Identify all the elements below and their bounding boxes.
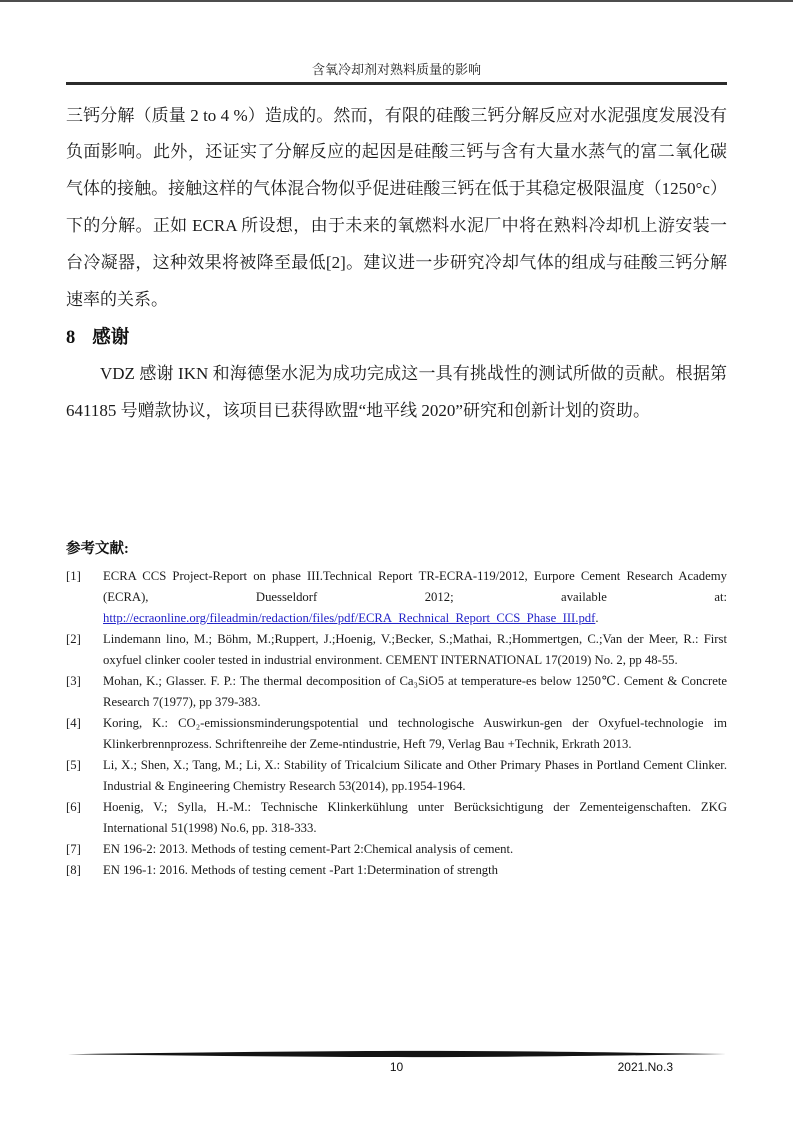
references-list <box>66 566 727 881</box>
reference-link-suffix: . <box>595 610 599 625</box>
reference-link-line <box>103 608 727 629</box>
reference-item <box>66 566 727 629</box>
reference-text: EN 196-1: 2016. Methods of testing cement -Part 1:Determination of strength <box>103 862 498 877</box>
body-paragraph: 三钙分解（质量 2 to 4 %）造成的。然而，有限的硅酸三钙分解反应对水泥强度发展没有负面影响。此外，还证实了分解反应的起因是硅酸三钙与含有大量水蒸气的富二氧化碳气体的接触。接触这样的气体混合物似乎促进硅酸三钙在低于其稳定极限温度（1250°c）下的分解。正如 ECRA 所设想，由于未来的氧燃料水泥厂中将在熟料冷却机上游安装一台冷凝器，这种效果将被降至最低[2]。建议进一步研究冷却气体的组成与硅酸三钙分解速率的关系。 <box>66 105 727 310</box>
reference-text: Hoenig, V.; Sylla, H.-M.: Technische Klinkerkühlung unter Berücksichtigung der Zementeigenschaften. ZKG International 51(1998) No.6, pp. 318-333. <box>103 799 727 835</box>
section-number: 8 <box>66 327 76 348</box>
reference-number: [5] <box>66 757 81 772</box>
page-content <box>66 0 727 881</box>
reference-item <box>66 797 727 839</box>
acknowledgment-paragraph: VDZ 感谢 IKN 和海德堡水泥为成功完成这一具有挑战性的测试所做的贡献。根据第 641185 号赠款协议，该项目已获得欧盟“地平线 2020”研究和创新计划的资助。 <box>66 363 727 420</box>
reference-number: [2] <box>66 631 81 646</box>
footer-rule <box>68 1050 726 1058</box>
reference-link[interactable]: http://ecraonline.org/fileadmin/redaction/files/pdf/ECRA_Rechnical_Report_CCS_Phase_III.pdf <box>103 610 596 625</box>
section-title: 感谢 <box>92 327 130 348</box>
reference-number: [4] <box>66 715 81 730</box>
reference-item <box>66 860 727 881</box>
header-title: 含氧冷却剂对熟料质量的影响 <box>311 62 481 77</box>
reference-item <box>66 671 727 713</box>
reference-number: [7] <box>66 841 81 856</box>
issue-label: 2021.No.3 <box>617 1060 673 1074</box>
footer-row <box>0 1060 793 1076</box>
reference-text: EN 196-2: 2013. Methods of testing cement-Part 2:Chemical analysis of cement. <box>103 841 514 856</box>
reference-number: [3] <box>66 673 81 688</box>
page-number: 10 <box>389 1060 404 1074</box>
reference-item <box>66 713 727 755</box>
references-heading: 参考文献: <box>66 540 129 557</box>
reference-number: [1] <box>66 568 81 583</box>
reference-text: Mohan, K.; Glasser. F. P.: The thermal decomposition of Ca₃SiO5 at temperature-es below 1250℃. Cement & Concrete Research 7(1977), pp 379-383. <box>103 673 727 709</box>
page-footer <box>0 1050 793 1076</box>
reference-text: Koring, K.: CO₂-emissionsminderungspotential und technologische Auswirkun-gen der Oxyfuel-technologie im Klinkerbrennprozess. Schriftenreihe der Zeme-ntindustrie, Heft 79, Verlag Bau +Technik, Erkrath 2013. <box>103 715 727 751</box>
section-heading-acknowledgments <box>66 325 727 352</box>
reference-number: [8] <box>66 862 81 877</box>
reference-item <box>66 839 727 860</box>
reference-item <box>66 755 727 797</box>
running-header <box>66 61 727 85</box>
reference-text: Li, X.; Shen, X.; Tang, M.; Li, X.: Stability of Tricalcium Silicate and Other Primary Phases in Portland Cement Clinker. Industrial & Engineering Chemistry Research 53(2014), pp.1954-1964. <box>103 757 727 793</box>
reference-number: [6] <box>66 799 81 814</box>
header-rule <box>66 82 727 85</box>
reference-text: Lindemann lino, M.; Böhm, M.;Ruppert, J.;Hoenig, V.;Becker, S.;Mathai, R.;Hommertgen, C.;Van der Meer, R.: First oxyfuel clinker cooler tested in industrial environment. CEMENT INTERNATIONAL 17(2019) No. 2, pp 48-55. <box>103 631 727 667</box>
reference-item <box>66 629 727 671</box>
reference-text: ECRA CCS Project-Report on phase III.Technical Report TR-ECRA-119/2012, Eurpore Cement Research Academy (ECRA), Duesseldorf 2012; available at: <box>103 568 727 604</box>
